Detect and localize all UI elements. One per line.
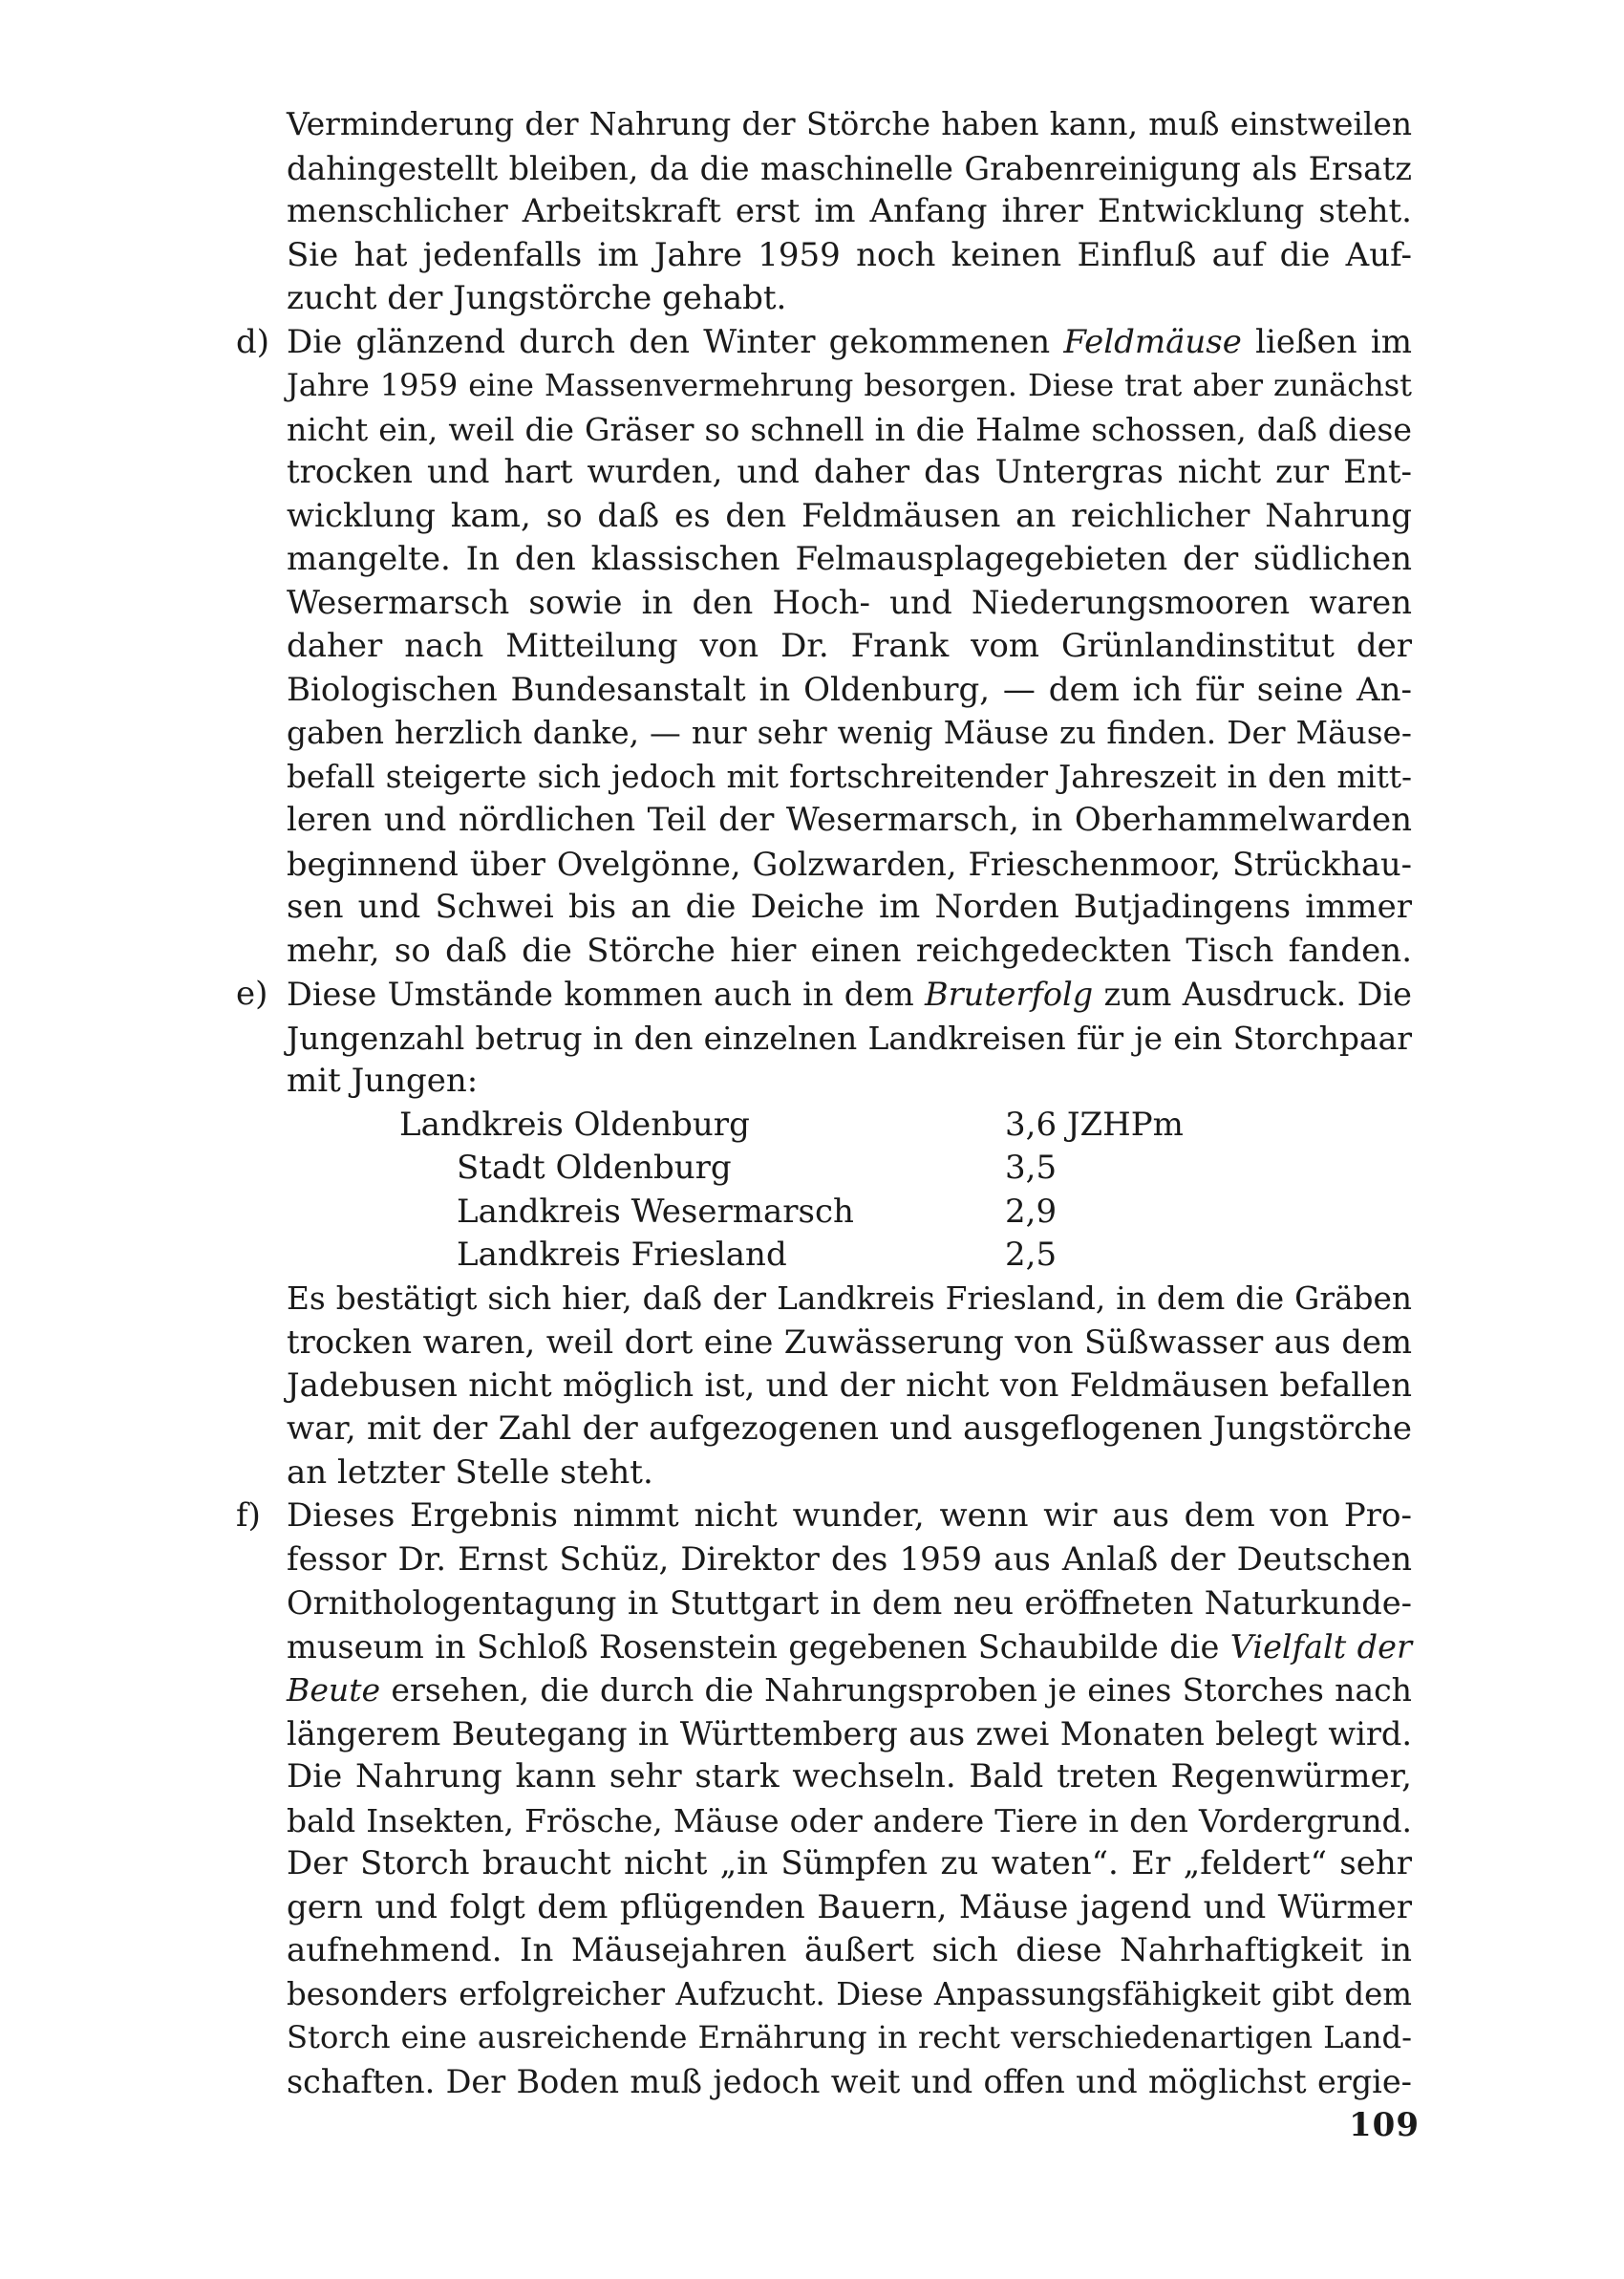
data-table — [287, 1104, 1412, 1278]
text-run: ersehen, die durch die Nahrungsproben je eines Storches nach — [380, 1671, 1412, 1709]
text-line: Wesermarsch sowie in den Hoch- und Niederungsmooren waren — [287, 583, 1412, 622]
text-line: schaften. Der Boden muß jedoch weit und offen und möglichst ergie- — [287, 2062, 1412, 2100]
text-line: längerem Beutegang in Württemberg aus zwei Monaten belegt wird. — [287, 1714, 1412, 1752]
text-line: mangelte. In den klassischen Felmausplagegebieten der südlichen — [287, 540, 1412, 578]
text-line: zucht der Jungstörche gehabt. — [287, 279, 787, 317]
list-item-e — [236, 973, 1412, 1494]
text-line: befall steigerte sich jedoch mit fortschreitender Jahreszeit in den mitt- — [287, 758, 1412, 795]
text-line: trocken und hart wurden, und daher das Untergras nicht zur Ent- — [287, 453, 1412, 491]
text-line: mit Jungen: — [287, 1062, 479, 1100]
text-line: Jungenzahl betrug in den einzelnen Landkreisen für je ein Storchpaar — [287, 1019, 1412, 1057]
text-line — [287, 1668, 1412, 1712]
text-line: Jadebusen nicht möglich ist, und der nicht von Feldmäusen befallen — [287, 1365, 1412, 1405]
list-item-d — [236, 321, 1413, 974]
text-line: sen und Schwei bis an die Deiche im Norden Butjadingens immer — [287, 888, 1412, 926]
text-line: fessor Dr. Ernst Schüz, Direktor des 1959 aus Anlaß der Deutschen — [287, 1539, 1412, 1579]
table-row — [287, 1104, 1412, 1148]
text-line — [287, 1625, 1412, 1669]
body-text — [236, 103, 1413, 2103]
text-line: Sie hat jedenfalls im Jahre 1959 noch keinen Einfluß auf die Auf- — [287, 235, 1412, 274]
text-line: Dieses Ergebnis nimmt nicht wunder, wenn wir aus dem von Pro- — [287, 1496, 1412, 1535]
text-line: gaben herzlich danke, — nur sehr wenig Mäuse zu finden. Der Mäuse- — [287, 715, 1412, 751]
text-line: aufnehmend. In Mäusejahren äußert sich diese Nahrhaftigkeit in — [287, 1931, 1412, 1969]
text-line: Biologischen Bundesanstalt in Oldenburg, — dem ich für seine An- — [287, 670, 1412, 709]
text-line: an letzter Stelle steht. — [287, 1452, 653, 1492]
text-line — [287, 321, 1412, 365]
text-line: dahingestellt bleiben, da die maschinelle Grabenreinigung als Ersatz — [287, 149, 1412, 187]
emphasis-term: Bruterfolg — [925, 976, 1094, 1013]
item-label: f) — [236, 1496, 261, 1535]
text-line: Der Storch braucht nicht „in Sümpfen zu waten“. Er „feldert“ sehr — [287, 1844, 1412, 1882]
text-line: Jahre 1959 eine Massenvermehrung besorgen. Diese trat aber zunächst — [287, 367, 1412, 403]
text-line: daher nach Mitteilung von Dr. Frank vom Grünlandinstitut der — [287, 627, 1412, 665]
text-line: Die Nahrung kann sehr stark wechseln. Bald treten Regenwürmer, — [287, 1757, 1412, 1795]
text-line: besonders erfolgreicher Aufzucht. Diese Anpassungsfähigkeit gibt dem — [287, 1975, 1412, 2012]
text-line: gern und folgt dem pflügenden Bauern, Mäuse jagend und Würmer — [287, 1887, 1412, 1926]
text-line: Storch eine ausreichende Ernährung in recht verschiedenartigen Land- — [287, 2019, 1412, 2055]
text-line: bald Insekten, Frösche, Mäuse oder andere Tiere in den Vordergrund. — [287, 1801, 1412, 1839]
text-line: trocken waren, weil dort eine Zuwässerung von Süßwasser aus dem — [287, 1323, 1412, 1361]
text-line — [287, 973, 1412, 1017]
table-cell-name: Landkreis Friesland — [457, 1236, 787, 1274]
text-run: zum Ausdruck. Die — [1093, 976, 1412, 1013]
text-line: wicklung kam, so daß es den Feldmäusen an reichlicher Nahrung — [287, 496, 1412, 535]
emphasis-term: Feldmäuse — [1063, 322, 1242, 361]
table-row — [287, 1147, 1412, 1191]
text-run: Diese Umstände kommen auch in dem — [287, 976, 926, 1013]
text-run: ließen im — [1241, 322, 1413, 361]
text-run: Die glänzend durch den Winter gekommenen — [287, 322, 1064, 361]
text-line: leren und nördlichen Teil der Wesermarsch, in Oberhammelwarden — [287, 801, 1412, 839]
text-line: war, mit der Zahl der aufgezogenen und ausgeflogenen Jungstörche — [287, 1409, 1412, 1448]
table-cell-value: 2,5 — [1005, 1236, 1058, 1274]
table-cell-name: Landkreis Oldenburg — [399, 1105, 750, 1144]
text-run: museum in Schloß Rosenstein gegebenen Schaubilde die — [287, 1627, 1230, 1666]
table-row — [287, 1191, 1412, 1235]
table-cell-name: Stadt Oldenburg — [457, 1149, 732, 1187]
table-cell-name: Landkreis Wesermarsch — [457, 1192, 854, 1231]
text-line: Es bestätigt sich hier, daß der Landkreis Friesland, in dem die Gräben — [287, 1279, 1412, 1317]
text-line: nicht ein, weil die Gräser so schnell in die Halme schossen, daß diese — [287, 410, 1412, 448]
list-item-f — [236, 1494, 1412, 2103]
table-cell-value: 2,9 — [1005, 1192, 1058, 1231]
table-cell-value: 3,5 — [1005, 1149, 1058, 1187]
text-line: beginnend über Ovelgönne, Golzwarden, Frieschenmoor, Strückhau- — [287, 845, 1412, 883]
text-line: Ornithologentagung in Stuttgart in dem neu eröffneten Naturkunde- — [287, 1584, 1412, 1622]
page-number: 109 — [1349, 2106, 1420, 2144]
text-line: Verminderung der Nahrung der Störche haben kann, muß einstweilen — [287, 106, 1412, 142]
table-cell-value: 3,6 JZHPm — [1005, 1105, 1184, 1144]
table-row — [287, 1234, 1412, 1278]
item-label: d) — [236, 322, 270, 361]
emphasis-term: Beute — [287, 1671, 381, 1709]
item-label: e) — [236, 975, 268, 1013]
text-line: menschlicher Arbeitskraft erst im Anfang ihrer Entwicklung steht. — [287, 192, 1412, 230]
text-line: mehr, so daß die Störche hier einen reichgedeckten Tisch fanden. — [287, 931, 1412, 970]
emphasis-term: Vielfalt der — [1229, 1627, 1412, 1666]
